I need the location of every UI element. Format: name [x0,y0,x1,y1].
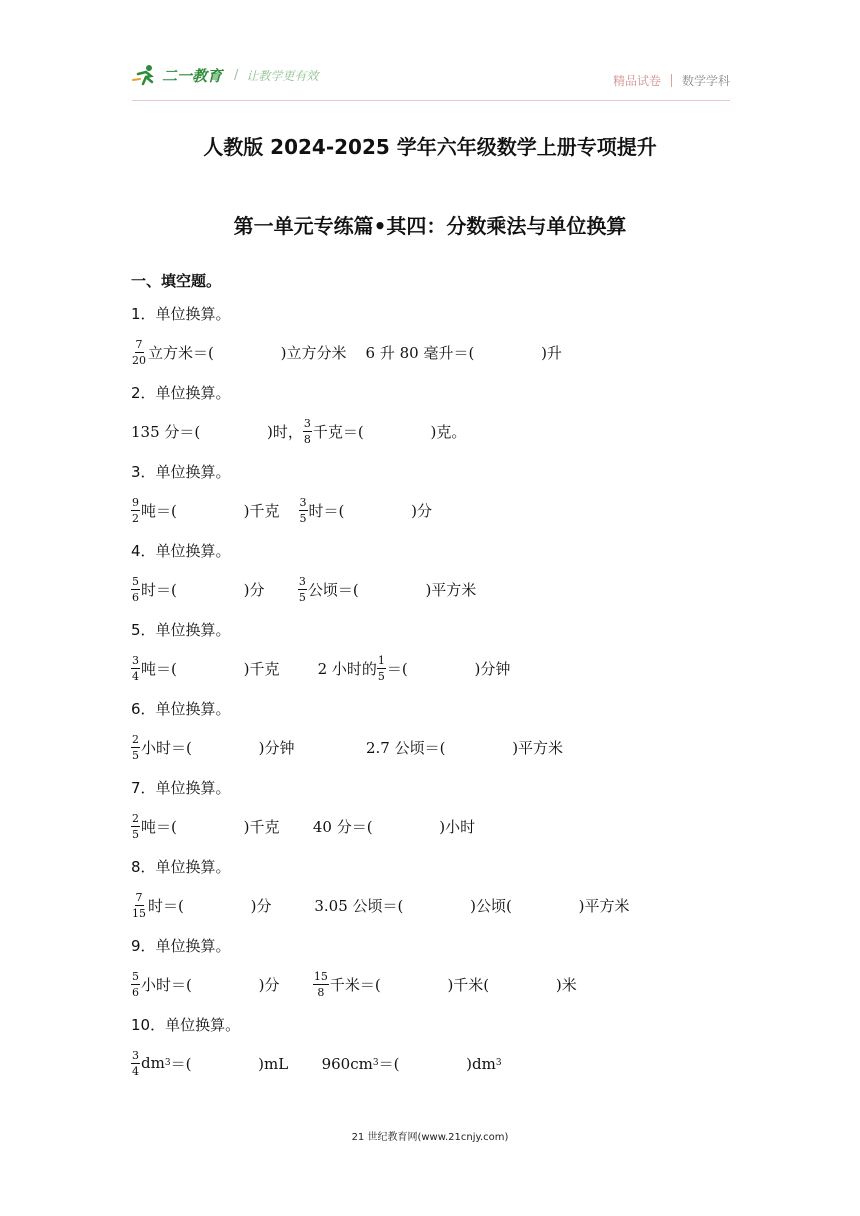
question-text: 吨＝( )千克 [141,501,299,520]
question-answer-line [131,413,466,449]
question-label: 8．单位换算。 [131,858,231,876]
fraction-denominator: 4 [132,1064,139,1078]
question-answer-line [131,571,476,607]
page-footer: 21 世纪教育网(www.21cnjy.com) [351,1132,509,1143]
question-text: 公顷＝( )平方米 [307,580,477,599]
question-answer-line [131,887,629,923]
question-text: 千克＝( )克。 [312,422,467,441]
fraction [299,497,308,524]
fraction-numerator: 5 [132,574,139,588]
fraction-numerator: 15 [313,969,328,983]
question-text: 时＝( )分 [141,580,298,599]
question-text: 时＝( )分 [308,501,432,520]
question-answer-line [131,492,432,528]
sub-title: 第一单元专练篇•其四：分数乘法与单位换算 [233,214,627,238]
question-label: 9．单位换算。 [131,937,231,955]
question-text: 吨＝( )千克 40 分＝( )小时 [141,817,476,836]
question-text: dm [141,1054,165,1072]
fraction-numerator: 3 [298,574,306,588]
fraction-denominator: 8 [317,985,325,999]
fraction [131,813,140,840]
superscript: 3 [372,1058,379,1068]
question-answer-line [131,808,475,844]
fraction [313,971,329,998]
fraction [377,655,386,682]
question-text: 小时＝( )分 [141,975,313,994]
question-text: 135 分＝( )时， [131,422,303,441]
fraction-denominator: 4 [132,669,139,683]
fraction [131,655,140,682]
header-divider: / [234,67,239,83]
fraction [303,418,312,445]
question-answer-line [131,650,510,686]
fraction [131,339,147,366]
fraction [131,497,140,524]
fraction [131,892,147,919]
page-header [132,60,730,101]
fraction [131,734,140,761]
header-tags [613,72,730,89]
question-text: ＝( )dm [378,1054,496,1073]
fraction-denominator: 5 [299,511,307,525]
question-label: 6．单位换算。 [131,700,231,718]
question-text: ＝( )mL 960cm [170,1054,373,1073]
fraction-numerator: 2 [132,811,139,825]
question-text: ＝( )分钟 [386,659,511,678]
fraction-numerator: 5 [132,969,139,983]
main-title: 人教版 2024-2025 学年六年级数学上册专项提升 [203,135,657,159]
superscript: 3 [495,1058,502,1068]
fraction-denominator: 6 [132,985,139,999]
fraction-denominator: 6 [132,590,139,604]
fraction-numerator: 3 [132,1048,139,1062]
fraction-denominator: 8 [303,432,311,446]
fraction-denominator: 2 [132,511,139,525]
question-text: 千米＝( )千米( )米 [329,975,577,994]
fraction-numerator: 1 [377,653,385,667]
runner-logo-icon [132,64,158,86]
slogan: 让教学更有效 [246,68,319,83]
fraction-denominator: 5 [377,669,385,683]
subject-tag: 数学学科 [681,74,730,88]
fraction [298,576,307,603]
fraction-numerator: 9 [132,495,139,509]
fraction-denominator: 5 [132,748,139,762]
question-text: 立方米＝( )立方分米 6 升 80 毫升＝( )升 [148,343,562,362]
question-label: 10．单位换算。 [131,1016,241,1034]
question-answer-line [131,334,562,370]
quality-tag: 精品试卷 [612,74,661,88]
section-heading: 一、填空题。 [131,272,222,290]
tag-separator [671,74,672,87]
fraction-numerator: 3 [299,495,307,509]
fraction [131,971,140,998]
logo [132,64,318,86]
fraction [131,576,140,603]
question-label: 5．单位换算。 [131,621,231,639]
fraction-denominator: 20 [132,353,146,367]
question-label: 3．单位换算。 [131,463,231,481]
fraction-denominator: 5 [298,590,306,604]
fraction-numerator: 3 [303,416,311,430]
question-text: 时＝( )分 3.05 公顷＝( )公顷( )平方米 [148,896,630,915]
fraction-numerator: 7 [135,890,143,904]
question-label: 7．单位换算。 [131,779,231,797]
logo-text: 二一教育 [162,66,223,85]
fraction-numerator: 3 [132,653,139,667]
question-label: 1．单位换算。 [131,305,231,323]
fraction-numerator: 7 [135,337,143,351]
question-answer-line [131,1045,502,1081]
question-text: 吨＝( )千克 2 小时的 [141,659,377,678]
fraction [131,1050,140,1077]
question-text: 小时＝( )分钟 2.7 公顷＝( )平方米 [141,738,564,757]
question-label: 4．单位换算。 [131,542,231,560]
fraction-denominator: 5 [132,827,139,841]
question-label: 2．单位换算。 [131,384,231,402]
superscript: 3 [164,1058,171,1068]
fraction-numerator: 2 [132,732,139,746]
fraction-denominator: 15 [132,906,146,920]
question-answer-line [131,966,577,1002]
question-answer-line [131,729,563,765]
